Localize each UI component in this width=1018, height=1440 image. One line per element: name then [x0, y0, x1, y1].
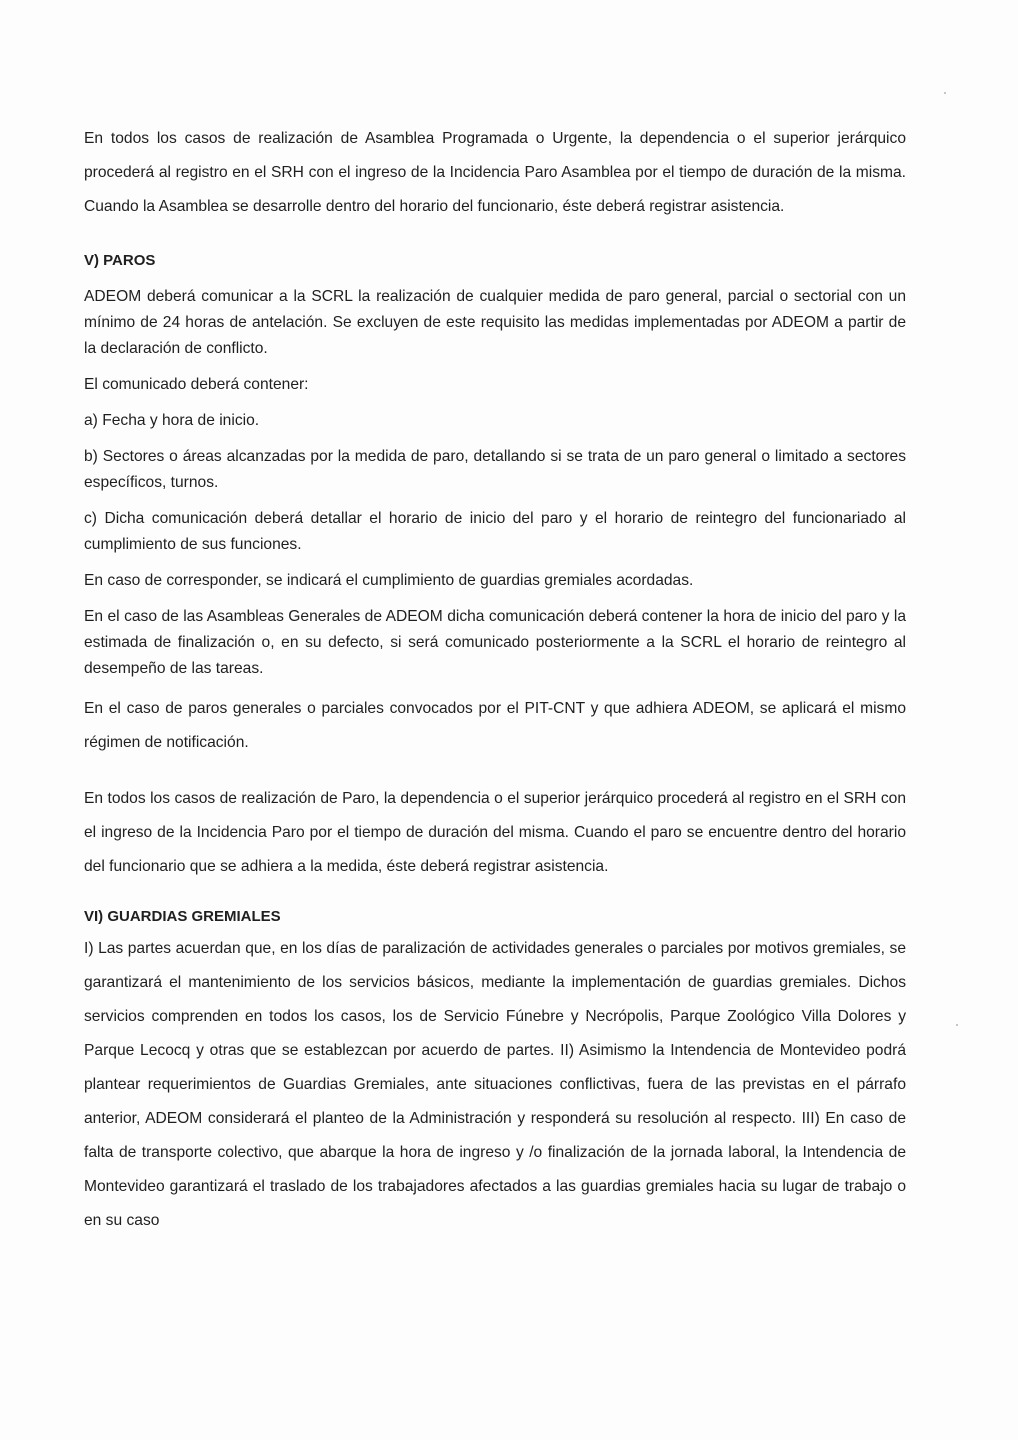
scan-speck: [944, 92, 946, 94]
document-body: [84, 122, 906, 1238]
paros-paragraph: En caso de corresponder, se indicará el cumplimiento de guardias gremiales acordadas.: [84, 572, 694, 589]
paros-paragraph: En el caso de paros generales o parciales convocados por el PIT-CNT y que adhiera ADEOM, se aplicará el mismo régimen de notificación.: [84, 700, 906, 751]
section-guardias-gremiales: [84, 904, 906, 1238]
paros-paragraph: En todos los casos de realización de Paro, la dependencia o el superior jerárquico procederá al registro en el SRH con el ingreso de la Incidencia Paro por el tiempo de duración del misma. Cuando el paro se encuentre dentro del horario del funcionario que se adhiera a la medida, éste deberá registrar asistencia.: [84, 790, 906, 875]
list-item-a: a) Fecha y hora de inicio.: [84, 412, 260, 429]
list-item-b: b) Sectores o áreas alcanzadas por la medida de paro, detallando si se trata de un paro general o limitado a sectores específicos, turnos.: [84, 448, 906, 491]
section-heading-guardias: VI) GUARDIAS GREMIALES: [84, 908, 281, 925]
section-paros: [84, 248, 906, 884]
guardias-paragraph: I) Las partes acuerdan que, en los días de paralización de actividades generales o parciales por motivos gremiales, se garantizará el mantenimiento de los servicios básicos, mediante la implementación de guardias gremiales. Dichos servicios comprenden en todos los casos, los de Servicio Fúnebre y Necrópolis, Parque Zoológico Villa Dolores y Parque Lecocq y otras que se establezcan por acuerdo de partes. II) Asimismo la Intendencia de Montevideo podrá plantear requerimientos de Guardias Gremiales, ante situaciones conflictivas, fuera de las previstas en el párrafo anterior, ADEOM considerará el planteo de la Administración y responderá su resolución al respecto. III) En caso de falta de transporte colectivo, que abarque la hora de ingreso y /o finalización de la jornada laboral, la Intendencia de Montevideo garantizará el traslado de los trabajadores afectados a las guardias gremiales hacia su lugar de trabajo o en su caso: [84, 940, 906, 1229]
intro-paragraph: En todos los casos de realización de Asamblea Programada o Urgente, la dependencia o el superior jerárquico procederá al registro en el SRH con el ingreso de la Incidencia Paro Asamblea por el tiempo de duración de la misma. Cuando la Asamblea se desarrolle dentro del horario del funcionario, éste deberá registrar asistencia.: [84, 130, 906, 215]
paros-paragraph: ADEOM deberá comunicar a la SCRL la realización de cualquier medida de paro general, parcial o sectorial con un mínimo de 24 horas de antelación. Se excluyen de este requisito las medidas implementadas por ADEOM a partir de la declaración de conflicto.: [84, 288, 906, 357]
paros-paragraph: En el caso de las Asambleas Generales de ADEOM dicha comunicación deberá contener la hora de inicio del paro y la estimada de finalización o, en su defecto, si será comunicado posteriormente a la SCRL el horario de reintegro al desempeño de las tareas.: [84, 608, 906, 677]
scan-speck: [956, 1024, 958, 1026]
section-heading-paros: V) PAROS: [84, 252, 156, 269]
paros-paragraph: El comunicado deberá contener:: [84, 376, 309, 393]
list-item-c: c) Dicha comunicación deberá detallar el horario de inicio del paro y el horario de reintegro del funcionariado al cumplimiento de sus funciones.: [84, 510, 906, 553]
